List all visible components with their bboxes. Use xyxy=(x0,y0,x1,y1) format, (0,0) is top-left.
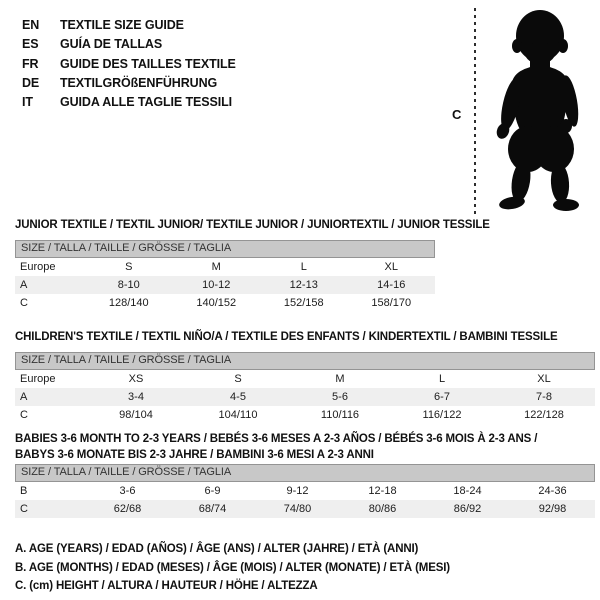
size-cell: L xyxy=(438,373,446,385)
table-row xyxy=(15,388,595,406)
size-cell: S xyxy=(125,261,133,273)
size-cell: 9-12 xyxy=(286,484,309,497)
table-row xyxy=(15,406,595,424)
size-cell: 4-5 xyxy=(230,391,246,403)
row-label: C xyxy=(20,297,28,309)
language-row xyxy=(22,74,236,93)
size-table xyxy=(15,258,595,312)
table-row xyxy=(15,258,435,276)
language-code: ES xyxy=(22,37,39,52)
size-header-bar: SIZE / TALLA / TAILLE / GRÖSSE / TAGLIA xyxy=(15,352,595,370)
size-cell: 3-4 xyxy=(128,391,144,403)
size-cell: 7-8 xyxy=(536,391,552,403)
size-cell: 8-10 xyxy=(117,279,140,291)
section-heading: JUNIOR TEXTILE / TEXTIL JUNIOR/ TEXTILE JUNIOR / JUNIORTEXTIL / JUNIOR TESSILE xyxy=(15,219,490,231)
size-table xyxy=(15,370,595,424)
footnote: C. (cm) HEIGHT / ALTURA / HAUTEUR / HÖHE / ALTEZZA xyxy=(15,580,318,593)
footnote: B. AGE (MONTHS) / EDAD (MESES) / ÂGE (MOIS) / ALTER (MONATE) / ETÀ (MESI) xyxy=(15,561,450,574)
size-cell: 5-6 xyxy=(332,391,348,403)
row-label: C xyxy=(20,409,28,421)
size-cell: 74/80 xyxy=(283,502,312,515)
size-cell: 24-36 xyxy=(538,484,567,497)
size-cell: 98/104 xyxy=(119,409,153,421)
size-cell: XS xyxy=(128,373,144,385)
footnote: A. AGE (YEARS) / EDAD (AÑOS) / ÂGE (ANS) / ALTER (JAHRE) / ETÀ (ANNI) xyxy=(15,543,419,555)
language-title: TEXTILGRÖßENFÜHRUNG xyxy=(60,75,218,90)
table-row xyxy=(15,370,595,388)
size-cell: M xyxy=(335,373,345,385)
section-heading: BABYS 3-6 MONATE BIS 2-3 JAHRE / BAMBINI 3-6 MESI A 2-3 ANNI xyxy=(15,448,374,461)
section-headings xyxy=(15,330,595,346)
language-code: EN xyxy=(22,18,40,32)
language-title: GUIDE DES TAILLES TEXTILE xyxy=(60,56,236,71)
size-cell: 18-24 xyxy=(453,484,482,497)
size-cell: M xyxy=(211,261,221,273)
size-cell: S xyxy=(234,373,242,385)
size-cell: 3-6 xyxy=(119,484,136,497)
size-cell: 62/68 xyxy=(113,502,142,515)
size-header-bar: SIZE / TALLA / TAILLE / GRÖSSE / TAGLIA xyxy=(15,240,435,258)
section-headings xyxy=(15,432,595,463)
size-cell: 116/122 xyxy=(422,409,462,421)
section-heading: BABIES 3-6 MONTH TO 2-3 YEARS / BEBÉS 3-6 MESES A 2-3 AÑOS / BÉBÉS 3-6 MOIS À 2-3 ANS / xyxy=(15,433,538,445)
language-title: GUIDA ALLE TAGLIE TESSILI xyxy=(60,95,233,110)
size-cell: 128/140 xyxy=(108,297,149,309)
section-babies xyxy=(15,432,595,518)
baby-silhouette-icon xyxy=(486,9,598,214)
height-figure xyxy=(450,5,600,217)
size-tables xyxy=(15,218,595,518)
size-cell: 80/86 xyxy=(368,502,397,515)
height-label: C xyxy=(452,107,462,122)
size-cell: 104/110 xyxy=(218,409,258,421)
size-cell: 140/152 xyxy=(196,297,237,309)
size-cell: 12-18 xyxy=(368,484,397,497)
size-cell: 86/92 xyxy=(453,502,482,515)
row-label: C xyxy=(20,502,28,515)
language-code: FR xyxy=(22,56,39,71)
row-label: Europe xyxy=(20,373,56,385)
language-row xyxy=(22,55,236,74)
table-row xyxy=(15,500,595,518)
size-cell: 122/128 xyxy=(524,409,564,421)
table-row xyxy=(15,294,435,312)
row-label: A xyxy=(20,391,28,403)
language-title: GUÍA DE TALLAS xyxy=(60,37,163,52)
language-code: DE xyxy=(22,75,40,90)
size-header-bar: SIZE / TALLA / TAILLE / GRÖSSE / TAGLIA xyxy=(15,464,595,482)
size-cell: 6-9 xyxy=(204,484,221,497)
size-cell: 10-12 xyxy=(202,279,231,291)
footnotes xyxy=(15,540,450,596)
table-row xyxy=(15,276,435,294)
size-cell: 152/158 xyxy=(283,297,324,309)
size-cell: 158/170 xyxy=(371,297,412,309)
language-row xyxy=(22,93,236,112)
section-heading: CHILDREN'S TEXTILE / TEXTIL NIÑO/A / TEXTILE DES ENFANTS / KINDERTEXTIL / BAMBINI TESSILE xyxy=(15,331,558,343)
size-cell: 14-16 xyxy=(377,279,406,291)
language-list xyxy=(22,16,236,112)
language-row xyxy=(22,16,236,35)
size-cell: 12-13 xyxy=(289,279,318,291)
row-label: B xyxy=(20,484,28,497)
row-label: Europe xyxy=(20,261,56,273)
size-cell: 92/98 xyxy=(538,502,567,515)
height-dashed-line xyxy=(474,8,476,215)
size-cell: 6-7 xyxy=(434,391,450,403)
language-row xyxy=(22,35,236,54)
language-code: IT xyxy=(22,95,33,110)
size-cell: XL xyxy=(537,373,551,385)
section-junior xyxy=(15,218,595,312)
language-title: TEXTILE SIZE GUIDE xyxy=(60,18,184,32)
section-children xyxy=(15,330,595,424)
section-headings xyxy=(15,218,595,234)
size-cell: XL xyxy=(384,261,398,273)
size-cell: 110/116 xyxy=(320,409,360,421)
size-cell: L xyxy=(300,261,307,273)
table-row xyxy=(15,482,595,500)
row-label: A xyxy=(20,279,28,291)
size-table xyxy=(15,482,595,518)
size-cell: 68/74 xyxy=(198,502,227,515)
